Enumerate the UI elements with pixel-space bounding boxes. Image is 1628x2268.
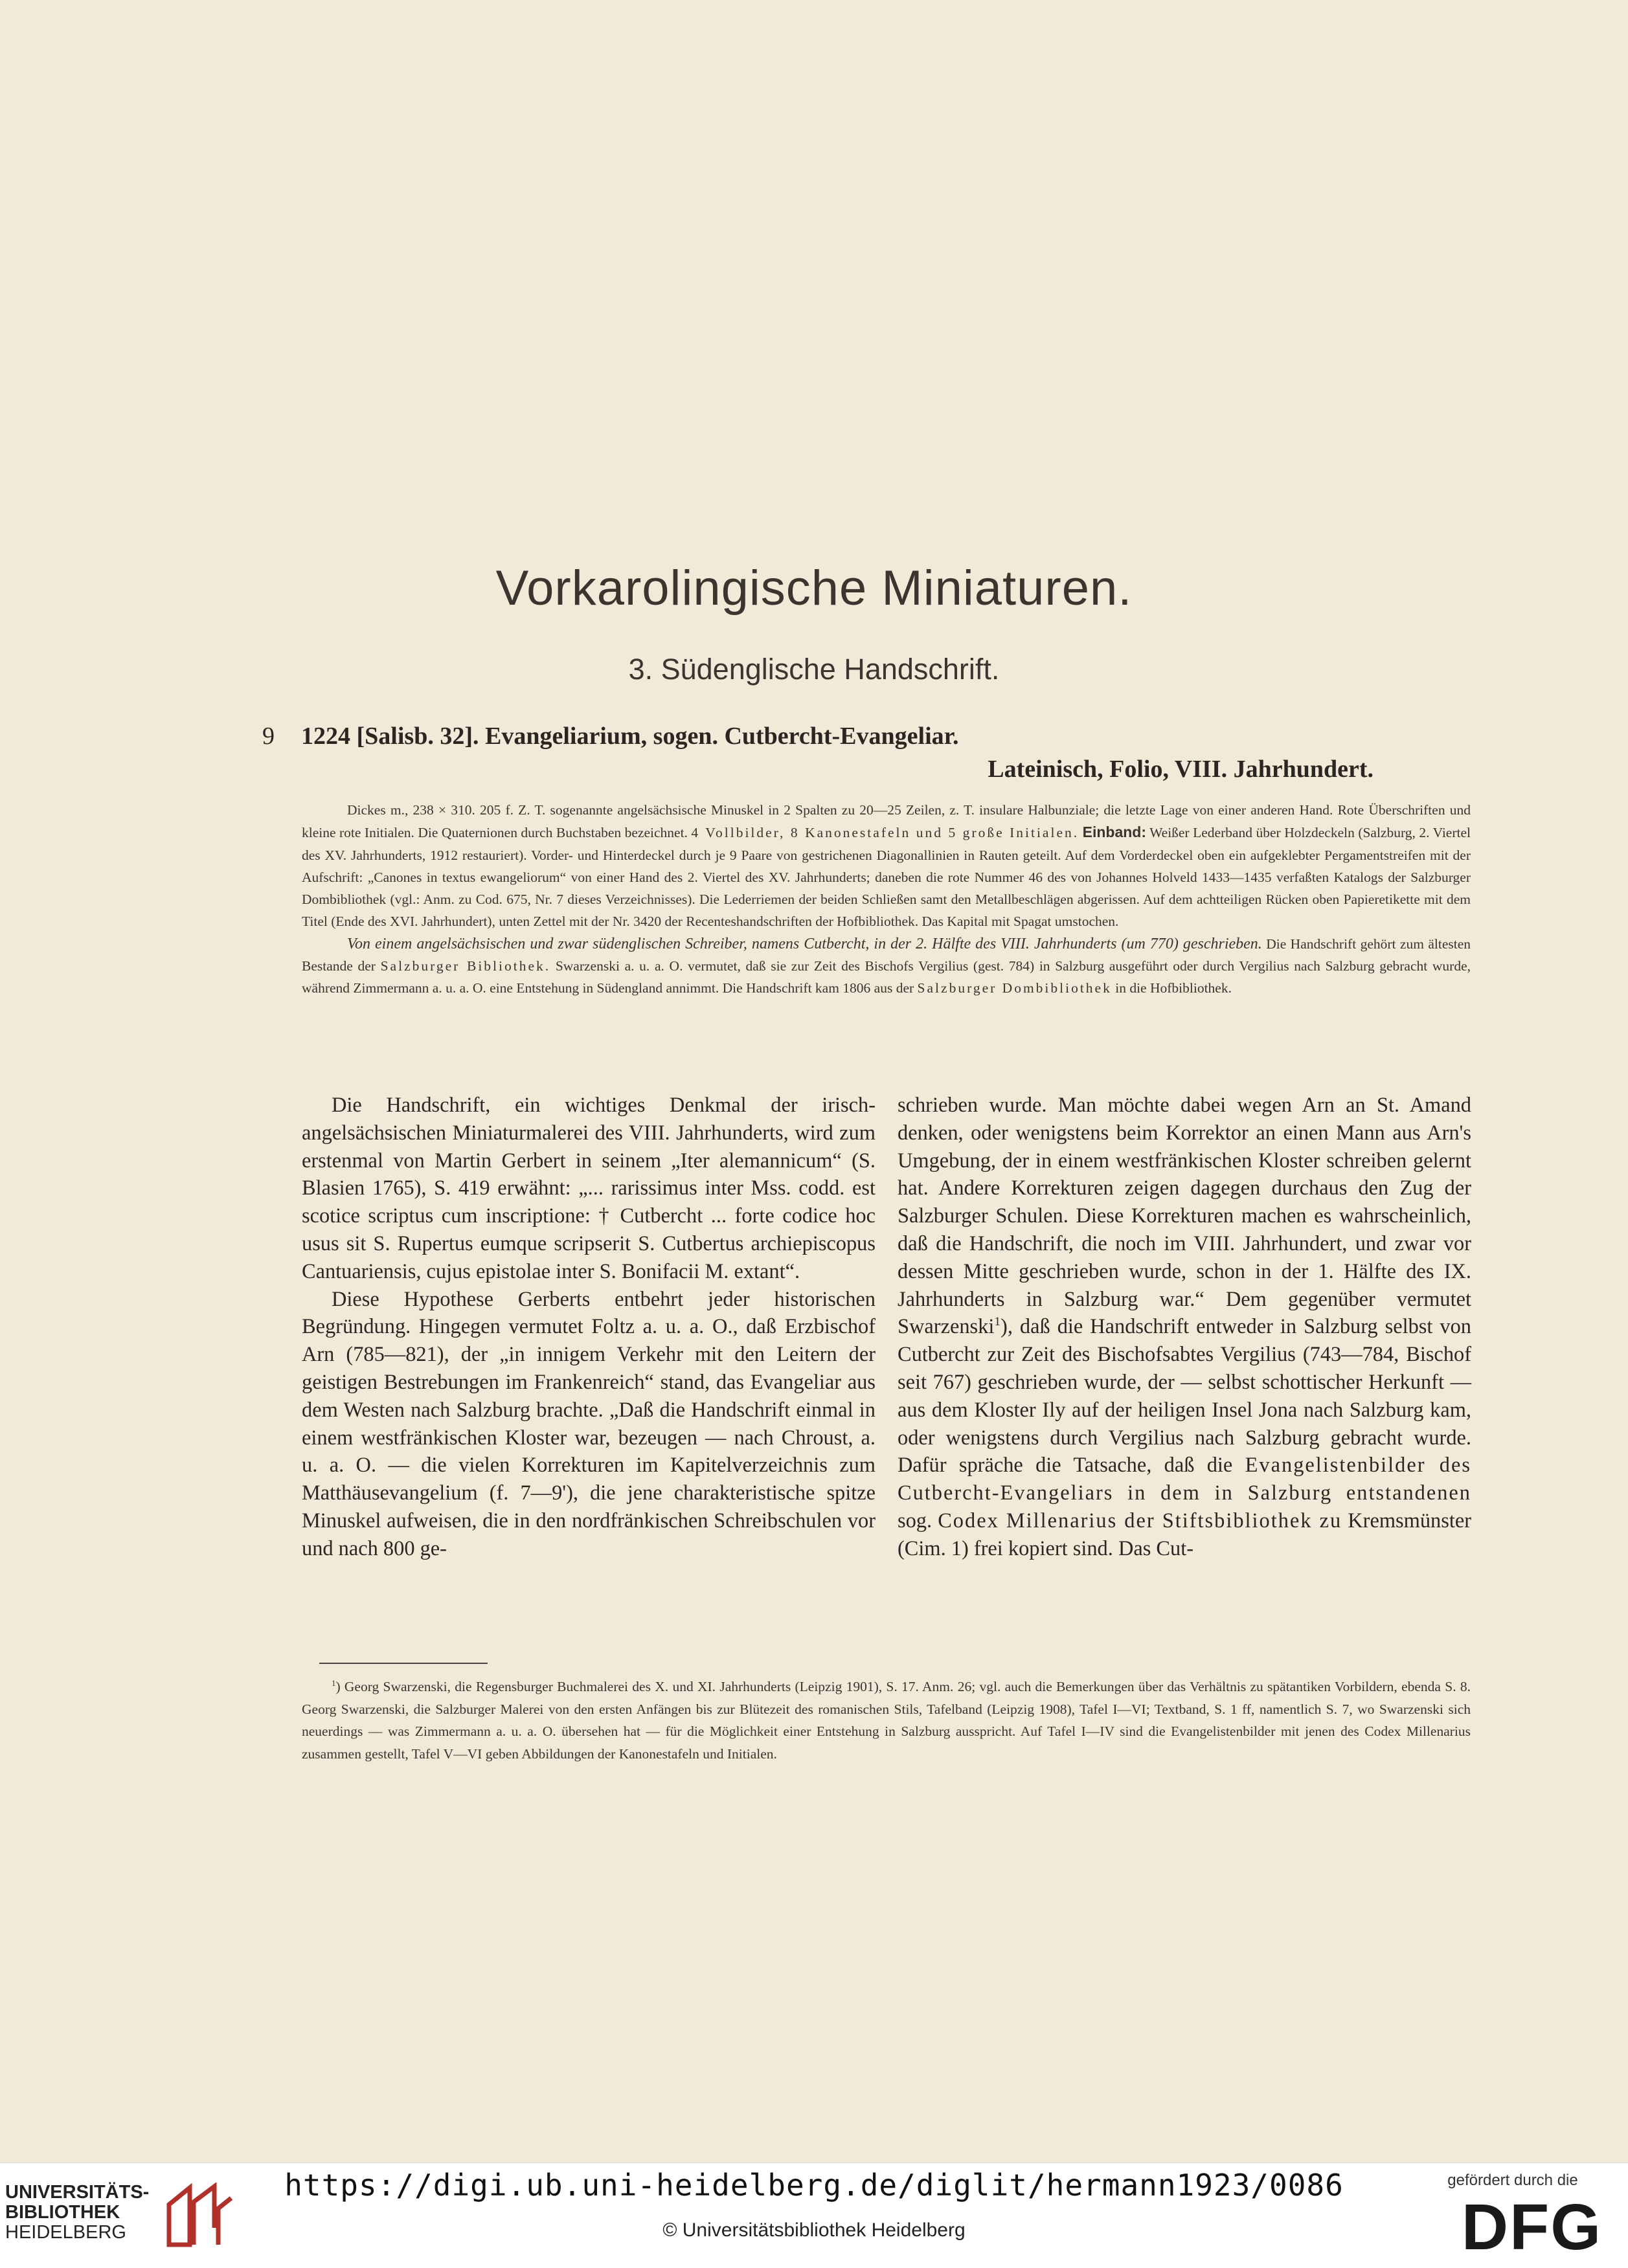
- entry-title: 1224 [Salisb. 32]. Evangeliarium, sogen. Cutbercht-Evangeliar.: [301, 723, 959, 750]
- attribution-text: Von einem angelsächsischen und zwar südenglischen Schreiber, namens Cutbercht, in der 2. Hälfte des VIII. Jahrhunderts (um 770) geschrieben.: [347, 935, 1262, 952]
- binding-text: Weißer Lederband über Holzdeckeln (Salzburg, 2. Viertel des XV. Jahrhunderts, 1912 restauriert). Vorder- und Hinterdeckel durch je 9 Paare von gestrichenen Diagonallinien in Rauten geteilt. Auf dem Vorderdeckel oben ein aufgeklebter Pergamentstreifen mit der Aufschrift: „Canones in textus ewangeliorum“ von einer Hand des 2. Viertel des XV. Jahrhunderts; daneben die rote Nummer 46 des von Johannes Holveld 1433—1435 verfaßten Katalogs der Salzburger Dombibliothek (vgl.: Anm. zu Cod. 675, Nr. 7 dieses Verzeichnisses). Die Lederriemen der beiden Schließen samt den Metallbeschlägen abgerissen. Auf dem achtteiligen Rücken oben Papieretikette mit dem Titel (Ende des XVI. Jahrhundert), unten Zettel mit der Nr. 3420 der Recenteshandschriften der Hofbibliothek. Das Kapital mit Spagat umstochen.: [302, 825, 1471, 930]
- description-text: Dickes m., 238 × 310. 205 f. Z. T. sogenannte angelsächsische Minuskel in 2 Spalten zu 20—25 Zeilen, z. T. insulare Halbunziale; die letzte Lage von einer anderen Hand. Rote Überschriften und kleine rote Initialen. Die Quaternionen durch Buchstaben bezeichnet.: [302, 802, 1471, 841]
- footnote-mark: 1: [332, 1678, 336, 1688]
- library-name-line: BIBLIOTHEK: [5, 2202, 120, 2223]
- binding-label: Einband:: [1082, 824, 1146, 841]
- description-spaced-text: Salzburger Dombibliothek: [917, 980, 1112, 996]
- dfg-logo[interactable]: DFG: [1461, 2191, 1602, 2263]
- body-paragraph: Diese Hypothese Gerberts entbehrt jeder historischen Begründung. Hingegen vermutet Foltz a. u. a. O., daß Erzbischof Arn (785—821), der „in innigem Verkehr mit den Leitern der geistigen Bestrebungen im Frankenreich“ stand, das Evangeliar aus dem Westen nach Salzburg brachte. „Daß die Handschrift einmal in einem westfränkischen Kloster war, bezeugen — nach Chroust, a. u. a. O. — die vielen Korrekturen im Kapitelverzeichnis zum Matthäusevangelium (f. 7—9'), die jene charakteristische spitze Minuskel aufweisen, die in den nordfränkischen Schreibschulen vor und nach 800 ge-: [302, 1287, 876, 1560]
- page-title: Vorkarolingische Miniaturen.: [495, 561, 1133, 616]
- description-text: Swarzenski a. u. a. O. vermutet, daß sie zur Zeit des Bischofs Vergilius (gest. 784) in Salzburg ausgeführt oder durch Vergilius nach Salzburg gebracht wurde, während Zimmermann a. u. a. O. eine Entstehung in Südengland annimmt. Die Handschrift kam 1806 aus der: [302, 958, 1471, 996]
- entry-number: 9: [262, 723, 275, 750]
- description-spaced-text: 4 Vollbilder, 8 Kanonestafeln und 5 große Initialen.: [691, 825, 1080, 841]
- section-subtitle: 3. Südenglische Handschrift.: [628, 653, 1000, 686]
- footnote-divider: [319, 1663, 488, 1664]
- body-spaced-text: Evangelistenbilder des Cutbercht-Evangeliars in dem in Salzburg entstandenen: [898, 1454, 1471, 1505]
- body-text: ), daß die Handschrift entweder in Salzburg selbst von Cutbercht zur Zeit des Bischofsabtes Vergilius (743—784, Bischof seit 767) geschrieben wurde, der — selbst schottischer Herkunft — aus dem Kloster Ily auf der heiligen Insel Jona nach Salzburg kam, oder wenigstens durch Vergilius nach Salzburg gebracht wurde. Dafür spräche die Tatsache, daß die: [898, 1315, 1471, 1477]
- description-spaced-text: Salzburger Bibliothek.: [380, 958, 551, 974]
- footnote-text: ) Georg Swarzenski, die Regensburger Buchmalerei des X. und XI. Jahrhunderts (Leipzig 1901), S. 17. Anm. 26; vgl. auch die Bemerkungen über das Verhältnis zu spätantiken Vorbildern, ebenda S. 8. Georg Swarzenski, die Salzburger Malerei von den ersten Anfängen bis zur Blütezeit des romanischen Stils, Tafelband (Leipzig 1908), Tafel I—VI; Textband, S. 1 ff, namentlich S. 7, wo Swarzenski sich neuerdings — was Zimmermann a. u. a. O. übersehen hat — für die Möglichkeit einer Entstehung in Salzburg ausspricht. Auf Tafel I—IV sind die Evangelistenbilder mit jenen des Codex Millenarius zusammen gestellt, Tafel V—VI geben Abbildungen der Kanonestafeln und Initialen.: [302, 1679, 1471, 1762]
- body-column-right: [898, 1092, 1471, 1563]
- dfg-caption: gefördert durch die: [1447, 2172, 1578, 2189]
- body-text: schrieben wurde. Man möchte dabei wegen Arn an St. Amand denken, oder wenigstens beim Korrektor an einen Mann aus Arn's Umgebung, der in einem westfränkischen Kloster schreiben gelernt hat. Andere Korrekturen zeigen dagegen durchaus den Zug der Salzburger Schulen. Diese Korrekturen machen es wahrscheinlich, daß die Handschrift, die noch im VIII. Jahrhundert, und zwar vor dessen Mitte geschrieben wurde, schon in der 1. Hälfte des IX. Jahrhunderts in Salzburg war.“ Dem gegenüber vermutet Swarzenski: [898, 1094, 1471, 1339]
- body-paragraph: Die Handschrift, ein wichtiges Denkmal der irisch-angelsächsischen Miniaturmalerei des VIII. Jahrhunderts, wird zum erstenmal von Martin Gerbert in seinem „Iter alemannicum“ (S. Blasien 1765), S. 419 erwähnt: „... rarissimus inter Mss. codd. est scotice scriptus cum inscriptione: † Cutbercht ... forte codice hoc usus sit S. Rupertus eumque scripserit S. Cutbertus archiepiscopus Cantuariensis, cujus epistolae inter S. Bonifacii M. extant“.: [302, 1094, 876, 1283]
- library-name-line: UNIVERSITÄTS-: [5, 2182, 150, 2203]
- footnote-reference: 1: [994, 1315, 1001, 1329]
- description-text: in die Hofbibliothek.: [1115, 980, 1232, 996]
- manuscript-description: [302, 799, 1471, 1000]
- body-text: Kremsmünster (Cim. 1) frei kopiert sind. Das Cut-: [898, 1509, 1471, 1560]
- body-spaced-text: Codex Millenarius der Stiftsbibliothek zu: [938, 1509, 1342, 1533]
- entry-heading: [262, 722, 959, 750]
- description-text: Die Handschrift gehört zum ältesten Bestande der: [302, 936, 1471, 974]
- description-paragraph: [302, 933, 1471, 1000]
- library-name-line: HEIDELBERG: [5, 2222, 126, 2243]
- entry-subheading: Lateinisch, Folio, VIII. Jahrhundert.: [988, 756, 1374, 783]
- permalink-url[interactable]: https://digi.ub.uni-heidelberg.de/diglit/hermann1923/0086: [284, 2168, 1344, 2203]
- body-column-left: [302, 1092, 876, 1563]
- footnotes: [302, 1676, 1471, 1765]
- body-text: sog.: [898, 1509, 933, 1533]
- body-paragraph: [898, 1092, 1471, 1563]
- copyright-notice: © Universitätsbibliothek Heidelberg: [662, 2219, 966, 2241]
- description-paragraph: [302, 799, 1471, 933]
- footnote: [302, 1676, 1471, 1765]
